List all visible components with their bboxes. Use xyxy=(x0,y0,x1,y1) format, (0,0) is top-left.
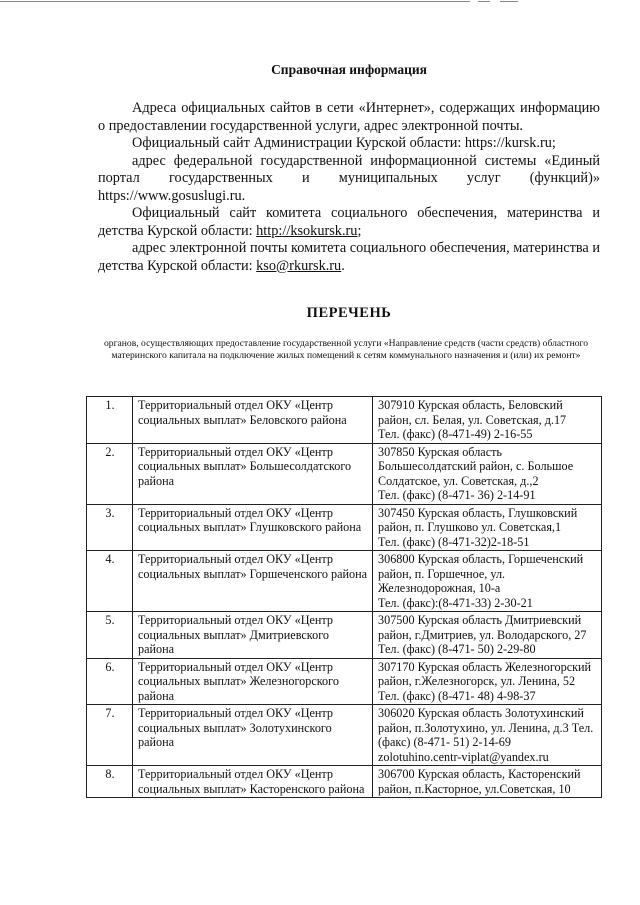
office-address xyxy=(373,705,602,766)
list-heading: ПЕРЕЧЕНЬ xyxy=(306,305,392,321)
table-row xyxy=(87,612,602,659)
table-row xyxy=(87,551,602,612)
address-line: 307850 Курская область Большесолдатский район, с. Большое Солдатское, ул. Советская, д.,2 xyxy=(378,444,574,488)
office-name: Территориальный отдел ОКУ «Центр социальных выплат» Касторенского района xyxy=(133,766,373,798)
office-name: Территориальный отдел ОКУ «Центр социальных выплат» Дмитриевского района xyxy=(133,612,373,659)
table-row xyxy=(87,766,602,798)
office-address xyxy=(373,443,602,504)
address-line: 307450 Курская область, Глушковский район, п. Глушково ул. Советская,1 xyxy=(378,505,578,534)
address-line: Тел. (факс) (8-471- 50) 2-29-80 xyxy=(378,642,536,656)
table-row xyxy=(87,658,602,705)
committee-email-suffix: . xyxy=(341,257,345,274)
committee-site-label: Официальный сайт комитета социального обеспечения, материнства и детства Курской области: xyxy=(98,205,600,239)
table-row xyxy=(87,504,602,551)
office-name: Территориальный отдел ОКУ «Центр социальных выплат» Глушковского района xyxy=(133,504,373,551)
office-address xyxy=(373,397,602,444)
office-name: Территориальный отдел ОКУ «Центр социальных выплат» Золотухинского района xyxy=(133,705,373,766)
top-scan-line xyxy=(0,0,640,3)
committee-site-link[interactable]: http://ksokursk.ru xyxy=(256,222,358,239)
row-number: 6. xyxy=(87,658,133,705)
address-line: Тел. (факс) (8-471-32)2-18-51 xyxy=(378,534,530,549)
row-number: 4. xyxy=(87,551,133,612)
office-address xyxy=(373,612,602,659)
committee-email-paragraph xyxy=(98,240,600,275)
offices-table xyxy=(86,396,602,798)
office-name: Территориальный отдел ОКУ «Центр социальных выплат» Горшеченского района xyxy=(133,551,373,612)
row-number: 5. xyxy=(87,612,133,659)
office-address xyxy=(373,766,602,798)
address-line: 307170 Курская область Железногорский район, г.Железногорск, ул. Ленина, 52 xyxy=(378,659,592,688)
office-address xyxy=(373,504,602,551)
address-line: zolotuhino.centr-viplat@yandex.ru xyxy=(378,749,549,764)
row-number: 8. xyxy=(87,766,133,798)
office-address xyxy=(373,658,602,705)
office-name: Территориальный отдел ОКУ «Центр социальных выплат» Большесолдатского района xyxy=(133,443,373,504)
intro-paragraph: Адреса официальных сайтов в сети «Интернет», содержащих информацию о предоставлении государственной услуги, адрес электронной почты. xyxy=(98,100,600,134)
address-line: Тел. (факс) (8-471- 48) 4-98-37 xyxy=(378,688,536,703)
list-subtitle: органов, осуществляющих предоставление государственной услуги «Направление средств (части средств) областного материнского капитала на подключение жилых помещений к сетям коммунального назначения и (или) их ремонт» xyxy=(103,338,589,361)
committee-site-paragraph xyxy=(98,205,600,240)
table-row xyxy=(87,397,602,444)
address-line: 307910 Курская область, Беловский район, сл. Белая, ул. Советская, д.17 xyxy=(378,398,567,427)
office-address xyxy=(373,551,602,612)
page-title: Справочная информация xyxy=(271,62,427,77)
address-line: Тел. (факс) (8-471- 36) 2-14-91 xyxy=(378,488,536,502)
address-line: 306800 Курская область, Горшеченский район, п. Горшечное, ул. Железнодорожная, 10-а xyxy=(378,552,584,595)
row-number: 7. xyxy=(87,705,133,766)
row-number: 2. xyxy=(87,443,133,504)
committee-email-label: адрес электронной почты комитета социального обеспечения, материнства и детства Курской области: xyxy=(98,240,600,274)
committee-site-suffix: ; xyxy=(357,222,362,239)
row-number: 3. xyxy=(87,504,133,551)
address-line: Тел. (факс) (8-471-49) 2-16-55 xyxy=(378,427,533,441)
address-line: Тел. (факс):(8-471-33) 2-30-21 xyxy=(378,595,533,610)
address-line: 307500 Курская область Дмитриевский район, г.Дмитриев, ул. Володарского, 27 xyxy=(378,613,587,642)
committee-email-link[interactable]: kso@rkursk.ru xyxy=(256,257,342,274)
address-line: 306020 Курская область Золотухинский район, п.Золотухино, ул. Ленина, д.3 Тел. (факс) (8-471- 51) 2-14-69 xyxy=(378,706,594,749)
row-number: 1. xyxy=(87,397,133,444)
office-name: Территориальный отдел ОКУ «Центр социальных выплат» Беловского района xyxy=(133,397,373,444)
office-name: Территориальный отдел ОКУ «Центр социальных выплат» Железногорского района xyxy=(133,658,373,705)
address-line: 306700 Курская область, Касторенский район, п.Касторное, ул.Советская, 10 xyxy=(378,767,581,796)
document-body xyxy=(98,62,600,361)
table-row xyxy=(87,705,602,766)
portal-paragraph: адрес федеральной государственной информационной системы «Единый портал государственных и муниципальных услуг (функций)» https://www.gosuslugi.ru. xyxy=(98,152,600,204)
admin-site-paragraph: Официальный сайт Администрации Курской области: https://kursk.ru; xyxy=(132,135,556,151)
table-row xyxy=(87,443,602,504)
